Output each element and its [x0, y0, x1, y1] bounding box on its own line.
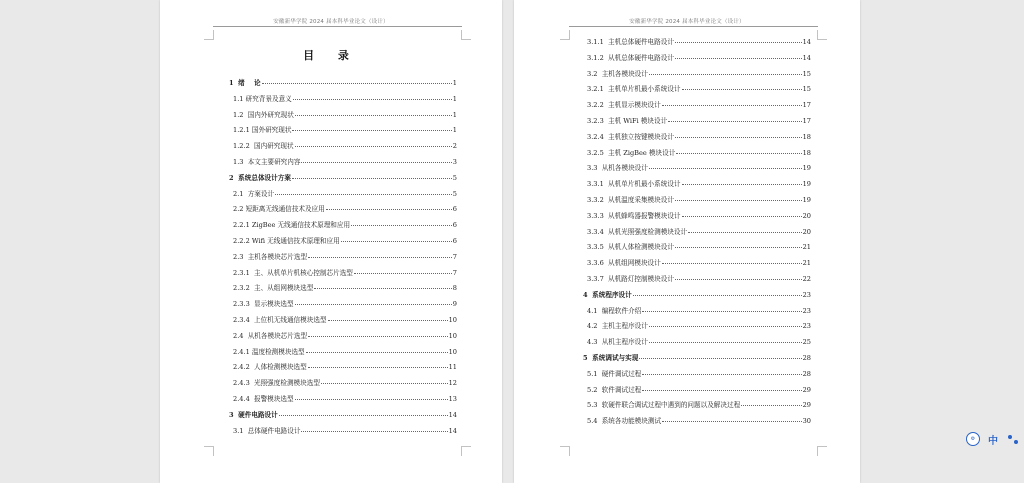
toc-entry-page: 25 — [802, 338, 811, 347]
toc-entry-title: 上位机无线通信模块选型 — [249, 315, 327, 324]
toc-entry-number: 2.2.1 — [233, 221, 250, 230]
toc-entry[interactable] — [229, 92, 457, 108]
toc-entry[interactable] — [229, 250, 457, 266]
toc-entry-number: 3.1.1 — [587, 38, 604, 46]
toc-entry-title: 从机单片机最小系统设计 — [603, 180, 681, 189]
toc-entry-title: 研究背景及意义 — [243, 94, 292, 103]
toc-entry-title: 总体硬件电路设计 — [243, 426, 301, 435]
toc-entry[interactable] — [583, 288, 811, 304]
crop-mark — [204, 446, 214, 456]
toc-entry-title: 软硬件联合调试过程中遇到的问题以及解决过程 — [597, 401, 741, 410]
toc-entry[interactable] — [583, 319, 811, 335]
toc-leader-dots — [293, 99, 452, 100]
toc-entry-title: 系统各功能模块测试 — [597, 417, 662, 426]
toc-entry-title: 从机组网模块设计 — [603, 259, 661, 268]
toc-entry[interactable] — [583, 304, 811, 320]
toc-entry[interactable] — [229, 424, 457, 440]
input-method-icon[interactable]: 中 — [988, 435, 998, 447]
toc-entry[interactable] — [583, 193, 811, 209]
toc-entry[interactable] — [229, 187, 457, 203]
toc-entry-number: 4.2 — [587, 322, 598, 331]
toc-entry-number: 3.2.1 — [587, 85, 604, 94]
toc-entry[interactable] — [583, 114, 811, 130]
toc-leader-dots — [675, 58, 802, 59]
toc-title: 目 录 — [303, 49, 359, 62]
toc-entry-page: 18 — [802, 132, 811, 141]
toc-entry-page: 12 — [448, 379, 457, 388]
crop-mark — [560, 30, 570, 40]
toc-entry-number: 2.3.3 — [233, 300, 250, 309]
toc-entry-number: 2.4.2 — [233, 363, 250, 372]
crop-mark — [461, 30, 471, 40]
toc-entry-number: 3.2.5 — [587, 148, 604, 157]
toc-leader-dots — [314, 288, 451, 289]
toc-entry[interactable] — [229, 408, 457, 424]
toc-entry[interactable] — [583, 367, 811, 383]
toc-leader-dots — [668, 121, 801, 122]
toc-entry[interactable] — [229, 76, 457, 92]
toc-entry-page: 5 — [452, 189, 457, 198]
toc-leader-dots — [301, 162, 451, 163]
toc-entry-page: 2 — [452, 142, 457, 151]
toc-entry-page: 13 — [448, 394, 457, 403]
toc-entry-number: 3.2.4 — [587, 132, 604, 141]
toc-entry-page: 14 — [448, 410, 457, 419]
toc-leader-dots — [633, 295, 802, 296]
toc-entry-title: 绪 论 — [233, 79, 261, 87]
toc-leader-dots — [262, 83, 452, 84]
toc-entry[interactable] — [229, 234, 457, 250]
toc-entry-number: 3.3.6 — [587, 259, 604, 268]
toc-leader-dots — [675, 200, 802, 201]
crop-mark — [817, 30, 827, 40]
toc-entry-page: 1 — [452, 126, 457, 135]
toc-leader-dots — [682, 89, 802, 90]
toc-entry-number: 5.1 — [587, 369, 598, 378]
toc-entry[interactable] — [229, 392, 457, 408]
toc-leader-dots — [301, 431, 447, 432]
toc-list-right — [583, 35, 811, 430]
toc-entry-title: 方案设计 — [243, 189, 275, 198]
toc-entry-number: 3.1.2 — [587, 53, 604, 62]
toc-leader-dots — [688, 232, 802, 233]
toc-entry-title: 主机独立按键模块设计 — [603, 132, 674, 141]
settings-badge-icon[interactable]: ⚙ — [966, 432, 980, 446]
toc-entry-page: 1 — [452, 110, 457, 119]
toc-entry-number: 3.3.1 — [587, 180, 604, 189]
toc-entry-title: 主机显示模块设计 — [603, 101, 661, 110]
toc-entry[interactable] — [229, 297, 457, 313]
toc-entry[interactable] — [229, 281, 457, 297]
toc-entry-title: 系统总体设计方案 — [233, 173, 291, 182]
toc-entry-title: 从机主程序设计 — [597, 338, 648, 347]
toc-entry-number: 1 — [229, 79, 234, 87]
toc-leader-dots — [292, 178, 452, 179]
toc-entry-number: 4 — [583, 290, 588, 299]
toc-entry-number: 5.2 — [587, 385, 598, 394]
floating-toolbar — [966, 432, 1020, 446]
toc-entry[interactable] — [583, 146, 811, 162]
toc-entry-page: 17 — [802, 101, 811, 110]
toc-entry-number: 2.4.4 — [233, 394, 250, 403]
toc-entry-page: 17 — [802, 116, 811, 125]
toc-entry-page: 21 — [802, 259, 811, 268]
toc-entry[interactable] — [583, 414, 811, 430]
header-rule — [213, 26, 462, 27]
toc-entry-number: 3.3.5 — [587, 243, 604, 252]
toc-leader-dots — [328, 320, 448, 321]
toc-entry-title: 人体检测模块选型 — [249, 363, 307, 372]
toc-entry[interactable] — [229, 108, 457, 124]
toc-entry-title: 硬件调试过程 — [597, 369, 642, 378]
toc-entry-page: 6 — [452, 236, 457, 245]
toc-entry-title: 编程软件介绍 — [597, 306, 642, 315]
toc-leader-dots — [642, 311, 801, 312]
toc-entry-page: 23 — [802, 322, 811, 331]
toc-entry-number: 1.2.1 — [233, 126, 250, 135]
toc-entry-title: 主机 WiFi 模块设计 — [603, 116, 668, 125]
toc-entry-number: 3.1 — [233, 426, 244, 435]
toc-leader-dots — [351, 225, 452, 226]
toc-entry-page: 30 — [802, 417, 811, 426]
toc-entry-number: 1.1 — [233, 94, 244, 103]
toc-entry-page: 10 — [448, 331, 457, 340]
toc-entry-page: 28 — [802, 369, 811, 378]
toc-entry[interactable] — [583, 383, 811, 399]
toc-entry-title: 硬件电路设计 — [233, 410, 278, 419]
toc-entry-title: 从机路灯控制模块设计 — [603, 274, 674, 283]
toc-entry-page: 14 — [802, 38, 811, 46]
toc-leader-dots — [308, 367, 448, 368]
toc-entry[interactable] — [229, 139, 457, 155]
toc-leader-dots — [741, 405, 801, 406]
toc-entry[interactable] — [229, 345, 457, 361]
toc-entry[interactable] — [583, 35, 811, 51]
toc-entry[interactable] — [229, 360, 457, 376]
toc-entry-title: 从机人体检测模块设计 — [603, 243, 674, 252]
toc-entry-page: 20 — [802, 227, 811, 236]
toc-leader-dots — [308, 257, 452, 258]
toc-leader-dots — [649, 74, 802, 75]
toc-entry-title: 从机温度采集模块设计 — [603, 195, 674, 204]
toc-entry-page: 18 — [802, 148, 811, 157]
crop-mark — [461, 446, 471, 456]
toc-entry-title: 主机各模块设计 — [597, 69, 648, 78]
toc-leader-dots — [295, 146, 452, 147]
toc-entry[interactable] — [229, 376, 457, 392]
toc-leader-dots — [295, 115, 452, 116]
toc-leader-dots — [675, 247, 802, 248]
toc-entry[interactable] — [583, 67, 811, 83]
toc-entry-title: 主、从机单片机核心控制芯片选型 — [249, 268, 353, 277]
toc-entry-number: 4.1 — [587, 306, 598, 315]
toc-entry[interactable] — [583, 335, 811, 351]
header-rule — [569, 26, 818, 27]
toc-entry-page: 15 — [802, 85, 811, 94]
toc-entry-number: 3.3 — [587, 164, 598, 173]
toc-entry[interactable] — [229, 171, 457, 187]
toc-entry-page: 29 — [802, 385, 811, 394]
toc-entry-number: 5.3 — [587, 401, 598, 410]
toc-leader-dots — [326, 209, 452, 210]
toc-entry-title: 光照强度检测模块选型 — [249, 379, 320, 388]
toc-leader-dots — [279, 415, 448, 416]
toc-entry[interactable] — [583, 51, 811, 67]
toc-leader-dots — [354, 273, 452, 274]
toc-entry-number: 5 — [583, 353, 588, 362]
toc-entry[interactable] — [583, 240, 811, 256]
toc-leader-dots — [675, 279, 802, 280]
toc-entry-number: 2.3.2 — [233, 284, 250, 293]
toc-leader-dots — [676, 153, 801, 154]
crop-mark — [817, 446, 827, 456]
toc-entry-page: 10 — [448, 347, 457, 356]
toc-entry-number: 2.1 — [233, 189, 244, 198]
toc-entry-page: 5 — [452, 173, 457, 182]
toc-entry-number: 2 — [229, 173, 234, 182]
toc-entry-page: 19 — [802, 180, 811, 189]
toc-leader-dots — [675, 137, 802, 138]
toc-entry-page: 6 — [452, 221, 457, 230]
toc-entry-page: 7 — [452, 252, 457, 261]
toc-entry-title: 主机单片机最小系统设计 — [603, 85, 681, 94]
toc-entry-page: 1 — [452, 79, 457, 87]
toc-entry-number: 2.4 — [233, 331, 244, 340]
toc-entry-page: 29 — [802, 401, 811, 410]
toc-entry-title: 国外研究现状 — [249, 126, 292, 135]
toc-entry[interactable] — [229, 329, 457, 345]
toc-entry[interactable] — [583, 130, 811, 146]
toc-entry[interactable] — [583, 398, 811, 414]
toc-entry-number: 3.3.7 — [587, 274, 604, 283]
toc-entry-number: 2.4.1 — [233, 347, 250, 356]
toc-entry-title: 主机主程序设计 — [597, 322, 648, 331]
toc-leader-dots — [275, 194, 452, 195]
toc-entry-title: 从机总体硬件电路设计 — [603, 53, 674, 62]
dots-icon[interactable] — [1006, 432, 1020, 446]
toc-entry-title: 从机光照强度检测模块设计 — [603, 227, 688, 236]
toc-entry-number: 2.3.1 — [233, 268, 250, 277]
toc-entry[interactable] — [229, 123, 457, 139]
toc-entry-number: 3.2.2 — [587, 101, 604, 110]
toc-entry-number: 2.4.3 — [233, 379, 250, 388]
toc-leader-dots — [292, 130, 451, 131]
toc-entry-title: 从机各模块设计 — [597, 164, 648, 173]
toc-entry-page: 15 — [802, 69, 811, 78]
toc-entry-page: 23 — [802, 290, 811, 299]
toc-entry[interactable] — [229, 266, 457, 282]
toc-entry-number: 5.4 — [587, 417, 598, 426]
toc-entry-page: 19 — [802, 195, 811, 204]
toc-entry-number: 2.2 — [233, 205, 244, 214]
toc-entry-number: 3.3.4 — [587, 227, 604, 236]
toc-entry[interactable] — [583, 272, 811, 288]
toc-entry-page: 20 — [802, 211, 811, 220]
crop-mark — [560, 446, 570, 456]
toc-entry-title: 温度检测模块选型 — [249, 347, 305, 356]
toc-entry-title: 国内外研究现状 — [243, 110, 294, 119]
toc-entry-page: 23 — [802, 306, 811, 315]
toc-entry-number: 3 — [229, 410, 234, 419]
toc-entry[interactable] — [583, 161, 811, 177]
toc-entry-title: 系统程序设计 — [587, 290, 632, 299]
toc-entry-title: 本文主要研究内容 — [243, 157, 301, 166]
toc-entry-page: 14 — [802, 53, 811, 62]
toc-entry-page: 14 — [448, 426, 457, 435]
toc-entry-number: 1.2.2 — [233, 142, 250, 151]
toc-entry-page: 8 — [452, 284, 457, 293]
toc-entry[interactable] — [583, 177, 811, 193]
toc-entry-title: 主机总体硬件电路设计 — [603, 38, 674, 46]
page-header: 安徽新华学院 2024 届本科毕业论文（设计） — [273, 19, 389, 25]
document-page-right — [514, 0, 860, 483]
toc-leader-dots — [649, 168, 802, 169]
toc-leader-dots — [662, 105, 802, 106]
toc-entry[interactable] — [583, 225, 811, 241]
toc-entry-title: 主机 ZigBee 模块设计 — [603, 148, 676, 157]
toc-entry[interactable] — [583, 256, 811, 272]
toc-entry-page: 7 — [452, 268, 457, 277]
toc-entry-page: 1 — [452, 94, 457, 103]
toc-leader-dots — [321, 383, 448, 384]
toc-list-left — [229, 76, 457, 439]
toc-leader-dots — [295, 304, 452, 305]
toc-entry-page: 21 — [802, 243, 811, 252]
toc-leader-dots — [341, 241, 452, 242]
toc-entry-title: 软件调试过程 — [597, 385, 642, 394]
toc-entry[interactable] — [583, 209, 811, 225]
toc-entry-page: 10 — [448, 315, 457, 324]
toc-entry[interactable] — [229, 313, 457, 329]
toc-entry-title: 国内研究现状 — [249, 142, 294, 151]
toc-entry-title: 从机各模块芯片选型 — [243, 331, 308, 340]
toc-entry[interactable] — [229, 202, 457, 218]
toc-entry-title: 短距离无线通信技术及应用 — [243, 205, 325, 214]
toc-entry-page: 19 — [802, 164, 811, 173]
toc-entry-number: 2.3.4 — [233, 315, 250, 324]
toc-leader-dots — [295, 399, 448, 400]
toc-leader-dots — [649, 326, 802, 327]
toc-entry-title: 主、从组网模块选型 — [249, 284, 314, 293]
toc-entry-title: Wifi 无线通信技术原理和应用 — [249, 236, 340, 245]
toc-entry-number: 3.2.3 — [587, 116, 604, 125]
toc-entry-number: 3.3.2 — [587, 195, 604, 204]
toc-entry-title: ZigBee 无线通信技术原理和应用 — [249, 221, 351, 230]
page-header: 安徽新华学院 2024 届本科毕业论文（设计） — [629, 19, 745, 25]
toc-entry-title: 从机蜂鸣器报警模块设计 — [603, 211, 681, 220]
toc-leader-dots — [308, 336, 448, 337]
toc-leader-dots — [642, 374, 801, 375]
toc-leader-dots — [306, 352, 448, 353]
crop-mark — [204, 30, 214, 40]
toc-leader-dots — [662, 421, 802, 422]
toc-entry-page: 22 — [802, 274, 811, 283]
toc-entry[interactable] — [229, 218, 457, 234]
toc-entry-page: 6 — [452, 205, 457, 214]
toc-entry-page: 28 — [802, 353, 811, 362]
toc-entry[interactable] — [229, 155, 457, 171]
toc-entry-page: 3 — [452, 157, 457, 166]
toc-entry-page: 9 — [452, 300, 457, 309]
toc-entry[interactable] — [583, 82, 811, 98]
toc-leader-dots — [682, 184, 802, 185]
toc-entry-number: 2.3 — [233, 252, 244, 261]
toc-entry-number: 4.3 — [587, 338, 598, 347]
toc-entry-title: 报警模块选型 — [249, 394, 294, 403]
toc-leader-dots — [682, 216, 802, 217]
toc-entry-title: 显示模块选型 — [249, 300, 294, 309]
toc-entry-title: 系统调试与实现 — [587, 353, 639, 362]
toc-entry[interactable] — [583, 98, 811, 114]
toc-leader-dots — [662, 263, 802, 264]
toc-leader-dots — [675, 42, 802, 43]
document-page-left — [160, 0, 502, 483]
toc-leader-dots — [649, 342, 802, 343]
toc-entry-number: 1.2 — [233, 110, 244, 119]
toc-leader-dots — [639, 358, 801, 359]
toc-entry-page: 11 — [448, 363, 457, 372]
toc-entry-number: 3.3.3 — [587, 211, 604, 220]
toc-entry-number: 3.2 — [587, 69, 598, 78]
toc-leader-dots — [642, 390, 801, 391]
toc-entry[interactable] — [583, 351, 811, 367]
toc-entry-number: 1.3 — [233, 157, 244, 166]
toc-entry-number: 2.2.2 — [233, 236, 250, 245]
toc-entry-title: 主机各模块芯片选型 — [243, 252, 308, 261]
